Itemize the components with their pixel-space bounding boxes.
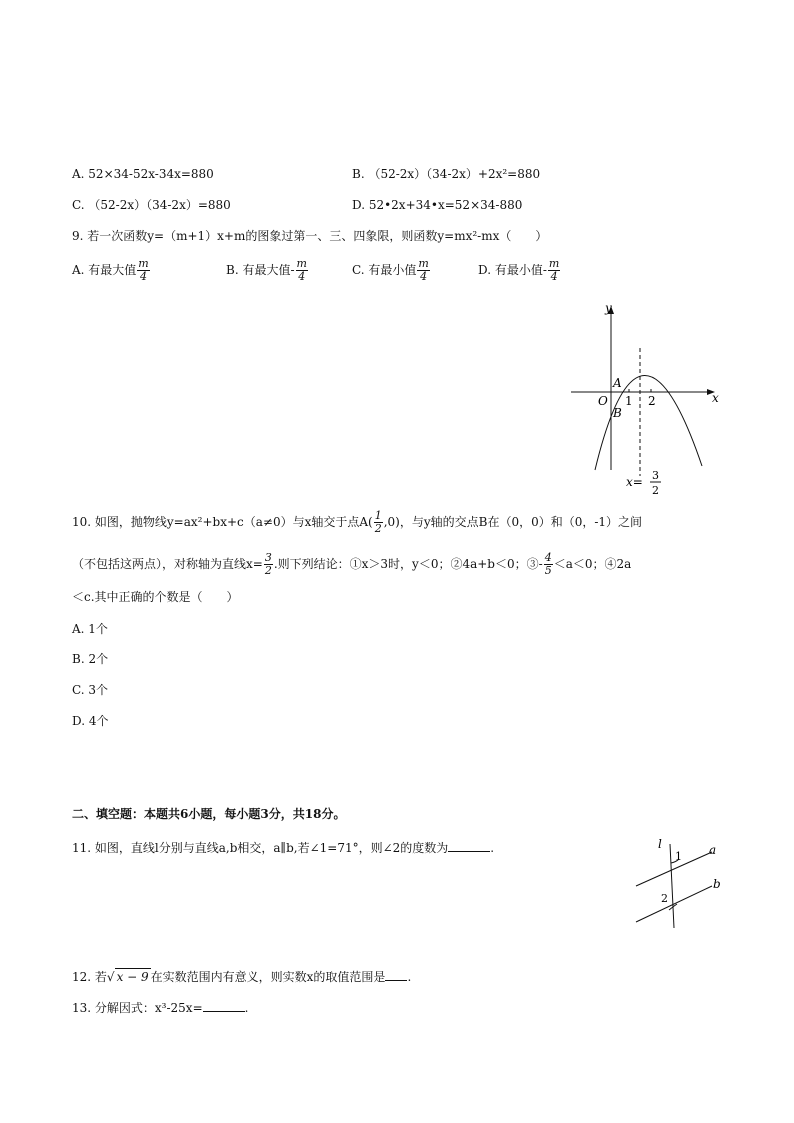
tick-label-2: 2 <box>648 394 656 408</box>
label-a: a <box>709 843 717 857</box>
q10-option-b: B. 2个 <box>72 652 109 666</box>
q8-option-c: C. （52-2x）（34-2x）=880 <box>72 198 231 212</box>
q8-option-d: D. 52•2x+34•x=52×34-880 <box>352 198 523 212</box>
q8-option-a: A. 52×34-52x-34x=880 <box>72 167 214 181</box>
q10-option-a: A. 1个 <box>72 622 108 636</box>
label-angle-2: 2 <box>661 892 668 905</box>
q10-option-d: D. 4个 <box>72 714 109 728</box>
q13-stem: 13. 分解因式：x³-25x= . <box>72 1001 249 1015</box>
y-axis-label: y <box>605 301 612 315</box>
q12-answer-blank[interactable] <box>385 969 407 981</box>
section-heading: 二、填空题：本题共6小题，每小题3分，共18分。 <box>72 807 346 821</box>
q9-option-b: B. 有最大值- $\frac{m}{4}$ <box>226 257 307 283</box>
line-b <box>636 886 712 922</box>
q10-line-3: ＜c.其中正确的个数是（ ） <box>72 590 239 604</box>
origin-label: O <box>598 394 608 408</box>
q9-option-d: D. 有最小值- $\frac{m}{4}$ <box>478 257 560 283</box>
q12-stem: 12. 若√ x − 9 在实数范围内有意义，则实数x的取值范围是 . <box>72 970 412 984</box>
parallel-lines-figure <box>628 836 732 932</box>
x-axis-label: x <box>712 391 719 405</box>
q10-option-c: C. 3个 <box>72 683 109 697</box>
tick-label-1: 1 <box>625 394 633 408</box>
q13-answer-blank[interactable] <box>203 1000 245 1012</box>
q12-radicand: x − 9 <box>116 970 149 984</box>
q11-answer-blank[interactable] <box>448 840 490 852</box>
symmetry-axis-den: 2 <box>652 484 659 497</box>
line-l <box>670 844 674 928</box>
q9-option-a: A. 有最大值 $\frac{m}{4}$ <box>72 257 149 283</box>
label-angle-1: 1 <box>675 850 682 863</box>
parabola-figure <box>565 298 730 498</box>
point-a-label: A <box>613 376 622 390</box>
q11-stem: 11. 如图，直线l分别与直线a,b相交，a∥b,若∠1=71°，则∠2的度数为 . <box>72 841 495 855</box>
q10-line-1: 10. 如图，抛物线y=ax²+bx+c（a≠0）与x轴交于点A( $\frac{1}{2}$ ,0)，与y轴的交点B在（0，0）和（0，-1）之间 <box>72 509 643 535</box>
label-b: b <box>713 877 721 891</box>
symmetry-axis-num: 3 <box>652 469 659 482</box>
point-b-label: B <box>613 406 622 420</box>
q9-option-c: C. 有最小值 $\frac{m}{4}$ <box>352 257 429 283</box>
symmetry-axis-eq: x= <box>626 475 643 489</box>
label-l: l <box>658 837 662 851</box>
q8-option-b: B. （52-2x）（34-2x）+2x²=880 <box>352 167 541 181</box>
q10-line-2: （不包括这两点），对称轴为直线x= $\frac{3}{2}$ .则下列结论：①x＞3时，y＜0；②4a+b＜0；③- $\frac{4}{5}$ ＜a＜0；④2a <box>72 551 632 577</box>
line-a <box>636 852 712 886</box>
q9-stem: 9. 若一次函数y=（m+1）x+m的图象过第一、三、四象限，则函数y=mx²-mx（ ） <box>72 229 548 243</box>
